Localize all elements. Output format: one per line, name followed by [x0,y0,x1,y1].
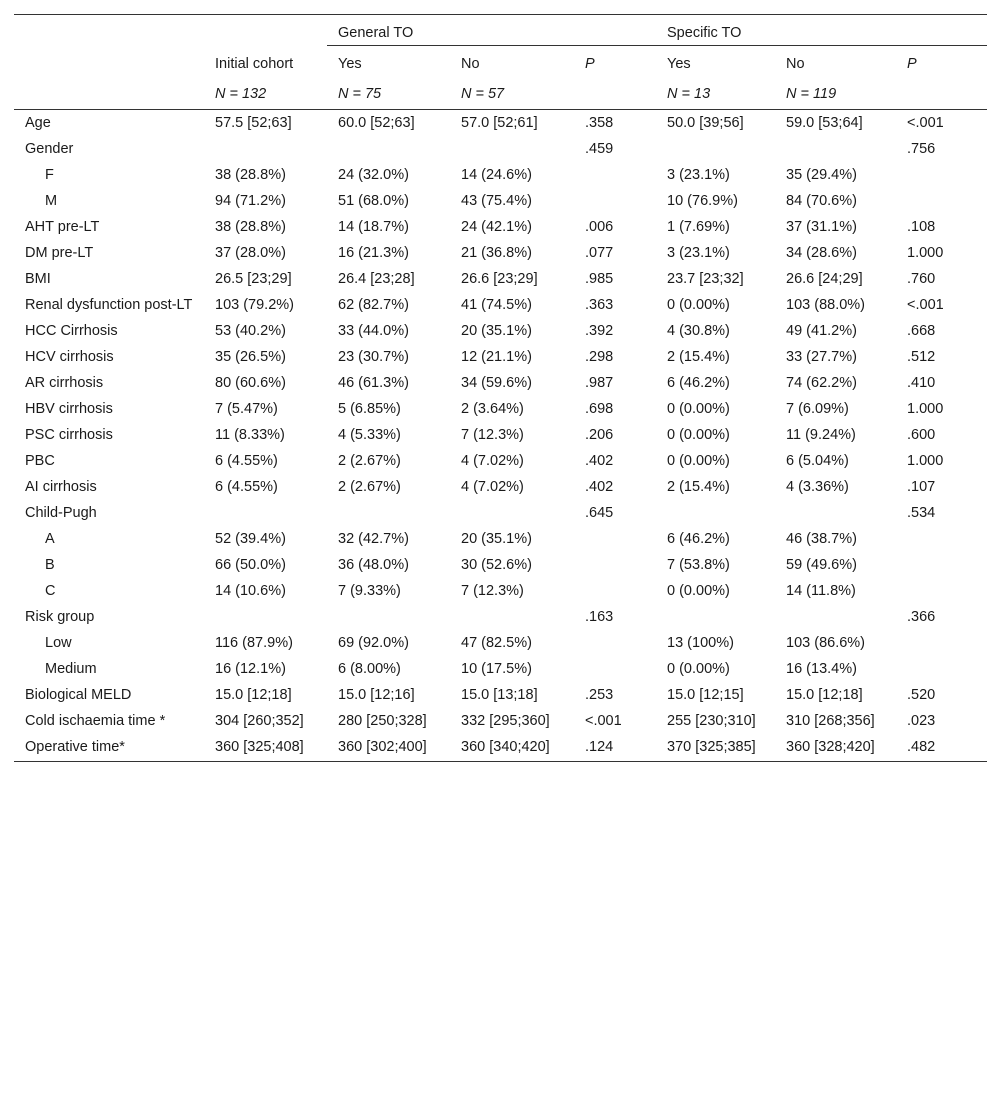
row-label: Biological MELD [25,687,132,703]
cell-general-p: .698 [585,401,614,417]
table-row [14,578,987,604]
n-specific-no: N = 119 [775,78,896,110]
cell-initial-cohort: 15.0 [12;18] [215,687,292,703]
row-label: Renal dysfunction post-LT [25,297,193,313]
cell-general-yes: 16 (21.3%) [338,245,409,261]
cell-specific-yes [656,500,775,526]
cell-general-yes: 7 (9.33%) [338,583,401,599]
table-row [14,734,987,762]
cell-specific-p: .410 [907,375,936,391]
cell-general-no: 10 (17.5%) [461,661,532,677]
table-row [14,682,987,708]
cell-general-p [574,578,656,604]
cell-specific-p [896,656,987,682]
cell-specific-p: 1.000 [907,245,944,261]
cell-specific-yes: 4 (30.8%) [667,323,730,339]
table-row [14,474,987,500]
cell-specific-no: 7 (6.09%) [786,401,849,417]
cell-general-p: .985 [585,271,614,287]
row-label: PSC cirrhosis [25,427,113,443]
row-label: AR cirrhosis [25,375,104,391]
cell-specific-no [775,500,896,526]
row-label: HCC Cirrhosis [25,323,118,339]
cell-general-p [574,656,656,682]
cell-general-p: .402 [585,453,614,469]
cell-specific-p: .520 [907,687,936,703]
cell-general-p: .077 [585,245,614,261]
header-n-row [14,78,987,110]
cell-initial-cohort: 35 (26.5%) [215,349,286,365]
cell-initial-cohort: 66 (50.0%) [215,557,286,573]
cell-general-no: 15.0 [13;18] [461,687,538,703]
cell-specific-no: 33 (27.7%) [786,349,857,365]
table-row [14,552,987,578]
table-row [14,188,987,214]
cell-general-yes: 33 (44.0%) [338,323,409,339]
cell-general-no: 14 (24.6%) [461,167,532,183]
cell-specific-p: .534 [907,505,936,521]
cell-general-p [574,526,656,552]
cell-specific-p: .023 [907,713,936,729]
cell-general-p: .358 [585,115,614,131]
row-label: Medium [45,661,97,677]
column-header-general-no: No [461,56,480,72]
cell-general-no: 47 (82.5%) [461,635,532,651]
row-label: Cold ischaemia time * [25,713,166,729]
cell-general-yes: 360 [302;400] [327,734,450,762]
cell-general-no: 43 (75.4%) [461,193,532,209]
table-row [14,110,987,137]
column-header-general-yes: Yes [338,56,362,72]
cell-general-no: 332 [295;360] [461,713,550,729]
cell-specific-yes: 6 (46.2%) [667,375,730,391]
row-label: HCV cirrhosis [25,349,114,365]
table-row [14,240,987,266]
cell-general-no: 57.0 [52;61] [461,115,538,131]
cell-general-p: .298 [585,349,614,365]
cell-general-no: 24 (42.1%) [461,219,532,235]
cell-specific-p: .108 [907,219,936,235]
cell-specific-yes: 13 (100%) [667,635,734,651]
cell-general-yes: 36 (48.0%) [338,557,409,573]
cell-specific-yes [656,604,775,630]
n-initial-cohort: N = 132 [204,78,327,110]
cell-general-yes: 280 [250;328] [338,713,427,729]
cell-initial-cohort [204,604,327,630]
cell-general-p: .124 [574,734,656,762]
cell-general-yes: 15.0 [12;16] [338,687,415,703]
cell-specific-no [775,604,896,630]
cell-general-no: 20 (35.1%) [461,323,532,339]
cell-general-yes: 32 (42.7%) [338,531,409,547]
cell-specific-yes: 3 (23.1%) [667,245,730,261]
cell-initial-cohort: 38 (28.8%) [215,219,286,235]
cell-general-p: <.001 [585,713,622,729]
cell-specific-p: 1.000 [907,453,944,469]
cell-general-no: 7 (12.3%) [461,583,524,599]
table-row [14,396,987,422]
cell-specific-no: 103 (86.6%) [786,635,866,651]
column-header-general-p: P [585,56,595,72]
cell-specific-no: 59.0 [53;64] [786,115,863,131]
cell-general-yes [327,500,450,526]
cell-specific-yes: 0 (0.00%) [667,297,730,313]
cell-specific-yes: 255 [230;310] [667,713,756,729]
header-empty [14,78,204,110]
cell-general-p: .363 [585,297,614,313]
cell-specific-p: .756 [907,141,936,157]
table-row [14,370,987,396]
cell-general-p: .459 [585,141,614,157]
cell-specific-yes: 0 (0.00%) [667,401,730,417]
cell-general-no [450,136,574,162]
cell-specific-yes: 3 (23.1%) [667,167,730,183]
cell-specific-p: .760 [907,271,936,287]
cell-specific-no: 49 (41.2%) [786,323,857,339]
cell-initial-cohort: 94 (71.2%) [215,193,286,209]
cell-general-yes: 6 (8.00%) [338,661,401,677]
table-row [14,214,987,240]
table-row [14,292,987,318]
cell-general-no [450,500,574,526]
column-header-specific-p: P [907,56,917,72]
cell-specific-p [896,188,987,214]
cell-specific-yes: 370 [325;385] [656,734,775,762]
cell-general-no: 4 (7.02%) [461,479,524,495]
cohort-characteristics-table [14,14,987,762]
header-group-row [14,15,987,46]
cell-specific-yes: 23.7 [23;32] [667,271,744,287]
cell-specific-no: 6 (5.04%) [786,453,849,469]
row-label: C [45,583,56,599]
cell-general-p: .006 [585,219,614,235]
cell-initial-cohort: 304 [260;352] [215,713,304,729]
cell-initial-cohort: 38 (28.8%) [215,167,286,183]
row-label: PBC [25,453,55,469]
cell-specific-p: .482 [896,734,987,762]
cell-specific-no: 34 (28.6%) [786,245,857,261]
cell-general-yes: 14 (18.7%) [338,219,409,235]
table-row [14,500,987,526]
cell-specific-no: 26.6 [24;29] [786,271,863,287]
cell-specific-yes [656,136,775,162]
row-label: M [45,193,58,209]
column-header-initial-cohort: Initial cohort [215,55,294,72]
cell-specific-no: 103 (88.0%) [786,297,866,313]
cell-general-p: .402 [585,479,614,495]
row-label: DM pre-LT [25,245,94,261]
cell-specific-no: 360 [328;420] [775,734,896,762]
cell-specific-no: 46 (38.7%) [786,531,857,547]
table-row [14,344,987,370]
cell-specific-p [896,552,987,578]
cell-specific-no: 16 (13.4%) [786,661,857,677]
row-label: Age [25,115,51,131]
row-label: Gender [25,141,74,157]
cell-general-p: .253 [585,687,614,703]
table-row [14,448,987,474]
cell-specific-yes: 2 (15.4%) [667,479,730,495]
cell-specific-p [896,630,987,656]
table-body [14,110,987,762]
cell-general-p [574,188,656,214]
cell-specific-yes: 2 (15.4%) [667,349,730,365]
row-label: HBV cirrhosis [25,401,113,417]
cell-general-yes [327,604,450,630]
cell-specific-yes: 0 (0.00%) [667,661,730,677]
row-label: AHT pre-LT [25,219,100,235]
cell-general-no: 26.6 [23;29] [461,271,538,287]
row-label: Risk group [25,609,95,625]
cell-general-no: 20 (35.1%) [461,531,532,547]
table-header [14,15,987,110]
header-column-row [14,46,987,78]
cell-initial-cohort: 103 (79.2%) [215,297,294,313]
cell-specific-no: 37 (31.1%) [786,219,857,235]
header-empty [896,78,987,110]
cell-specific-yes: 15.0 [12;15] [667,687,744,703]
row-label: F [45,167,54,183]
cell-initial-cohort: 16 (12.1%) [215,661,286,677]
cell-initial-cohort: 11 (8.33%) [215,427,285,443]
cell-specific-yes: 0 (0.00%) [667,453,730,469]
n-specific-yes: N = 13 [656,78,775,110]
cell-general-yes: 5 (6.85%) [338,401,401,417]
cell-specific-yes: 6 (46.2%) [667,531,730,547]
cell-specific-no: 15.0 [12;18] [786,687,863,703]
table-row [14,708,987,734]
table-row [14,656,987,682]
cell-general-no: 2 (3.64%) [461,401,524,417]
cell-general-no: 4 (7.02%) [461,453,524,469]
cell-general-yes: 23 (30.7%) [338,349,409,365]
cell-initial-cohort: 6 (4.55%) [215,453,278,469]
cell-initial-cohort: 80 (60.6%) [215,375,286,391]
cell-general-no: 34 (59.6%) [461,375,532,391]
cell-specific-p: 1.000 [907,401,944,417]
cell-general-p [574,552,656,578]
cell-specific-p: .107 [907,479,936,495]
cell-general-no: 30 (52.6%) [461,557,532,573]
header-empty [204,15,327,46]
row-label: AI cirrhosis [25,479,97,495]
row-label: Low [45,635,72,651]
cell-specific-yes: 1 (7.69%) [667,219,730,235]
cell-initial-cohort: 53 (40.2%) [215,323,286,339]
row-label: B [45,557,55,573]
cell-general-yes: 69 (92.0%) [338,635,409,651]
results-table-container [14,14,986,762]
row-label: BMI [25,271,51,287]
table-row [14,266,987,292]
row-label: Operative time* [14,734,204,762]
cell-general-p: .163 [585,609,614,625]
cell-initial-cohort: 57.5 [52;63] [215,115,292,131]
cell-general-yes: 2 (2.67%) [338,479,401,495]
cell-initial-cohort [204,136,327,162]
cell-specific-no: 4 (3.36%) [786,479,849,495]
column-header-specific-no: No [786,56,805,72]
cell-specific-no: 14 (11.8%) [786,583,856,599]
cell-specific-p: <.001 [907,115,944,131]
cell-general-p: .392 [585,323,614,339]
table-row [14,526,987,552]
cell-general-p: .645 [585,505,614,521]
cell-general-no: 12 (21.1%) [461,349,532,365]
cell-specific-p: .600 [907,427,936,443]
cell-general-no: 7 (12.3%) [461,427,524,443]
cell-initial-cohort: 14 (10.6%) [215,583,286,599]
cell-specific-no: 310 [268;356] [786,713,875,729]
header-empty [14,46,204,78]
cell-specific-yes: 0 (0.00%) [667,427,730,443]
cell-specific-no: 74 (62.2%) [786,375,857,391]
cell-initial-cohort: 7 (5.47%) [215,401,278,417]
table-row [14,162,987,188]
cell-general-yes: 26.4 [23;28] [338,271,415,287]
cell-initial-cohort: 26.5 [23;29] [215,271,292,287]
cell-initial-cohort [204,500,327,526]
cell-specific-yes: 50.0 [39;56] [667,115,744,131]
cell-specific-yes: 10 (76.9%) [667,193,738,209]
cell-specific-p: .512 [907,349,936,365]
table-row [14,604,987,630]
cell-general-yes: 62 (82.7%) [338,297,409,313]
cell-initial-cohort: 6 (4.55%) [215,479,278,495]
table-row [14,136,987,162]
cell-specific-no [775,136,896,162]
group-header-general-to: General TO [327,15,656,46]
header-empty [574,78,656,110]
group-header-specific-to: Specific TO [656,15,987,46]
cell-specific-no: 11 (9.24%) [786,427,856,443]
row-label: A [45,531,55,547]
cell-specific-p: <.001 [907,297,944,313]
cell-general-yes [327,136,450,162]
cell-specific-p [896,578,987,604]
cell-specific-p: .366 [907,609,936,625]
cell-general-yes: 2 (2.67%) [338,453,401,469]
header-empty [14,15,204,46]
cell-general-yes: 46 (61.3%) [338,375,409,391]
cell-specific-p [896,162,987,188]
cell-general-no: 360 [340;420] [450,734,574,762]
cell-general-no: 41 (74.5%) [461,297,532,313]
n-general-no: N = 57 [450,78,574,110]
cell-general-no: 21 (36.8%) [461,245,532,261]
column-header-specific-yes: Yes [667,56,691,72]
table-row [14,422,987,448]
cell-general-yes: 60.0 [52;63] [338,115,415,131]
table-row [14,318,987,344]
cell-general-p [574,162,656,188]
cell-general-p: .206 [585,427,614,443]
cell-specific-no: 84 (70.6%) [786,193,857,209]
cell-specific-p [896,526,987,552]
cell-general-yes: 51 (68.0%) [338,193,409,209]
cell-general-p: .987 [585,375,614,391]
cell-general-yes: 24 (32.0%) [338,167,409,183]
cell-initial-cohort: 360 [325;408] [204,734,327,762]
cell-general-no [450,604,574,630]
n-general-yes: N = 75 [327,78,450,110]
cell-initial-cohort: 37 (28.0%) [215,245,286,261]
cell-specific-p: .668 [907,323,936,339]
cell-general-p [574,630,656,656]
cell-specific-yes: 0 (0.00%) [667,583,730,599]
cell-specific-no: 59 (49.6%) [786,557,857,573]
row-label: Child-Pugh [25,505,97,521]
table-row [14,630,987,656]
cell-initial-cohort: 52 (39.4%) [215,531,286,547]
cell-general-yes: 4 (5.33%) [338,427,401,443]
cell-initial-cohort: 116 (87.9%) [215,635,293,651]
cell-specific-no: 35 (29.4%) [786,167,857,183]
cell-specific-yes: 7 (53.8%) [667,557,730,573]
